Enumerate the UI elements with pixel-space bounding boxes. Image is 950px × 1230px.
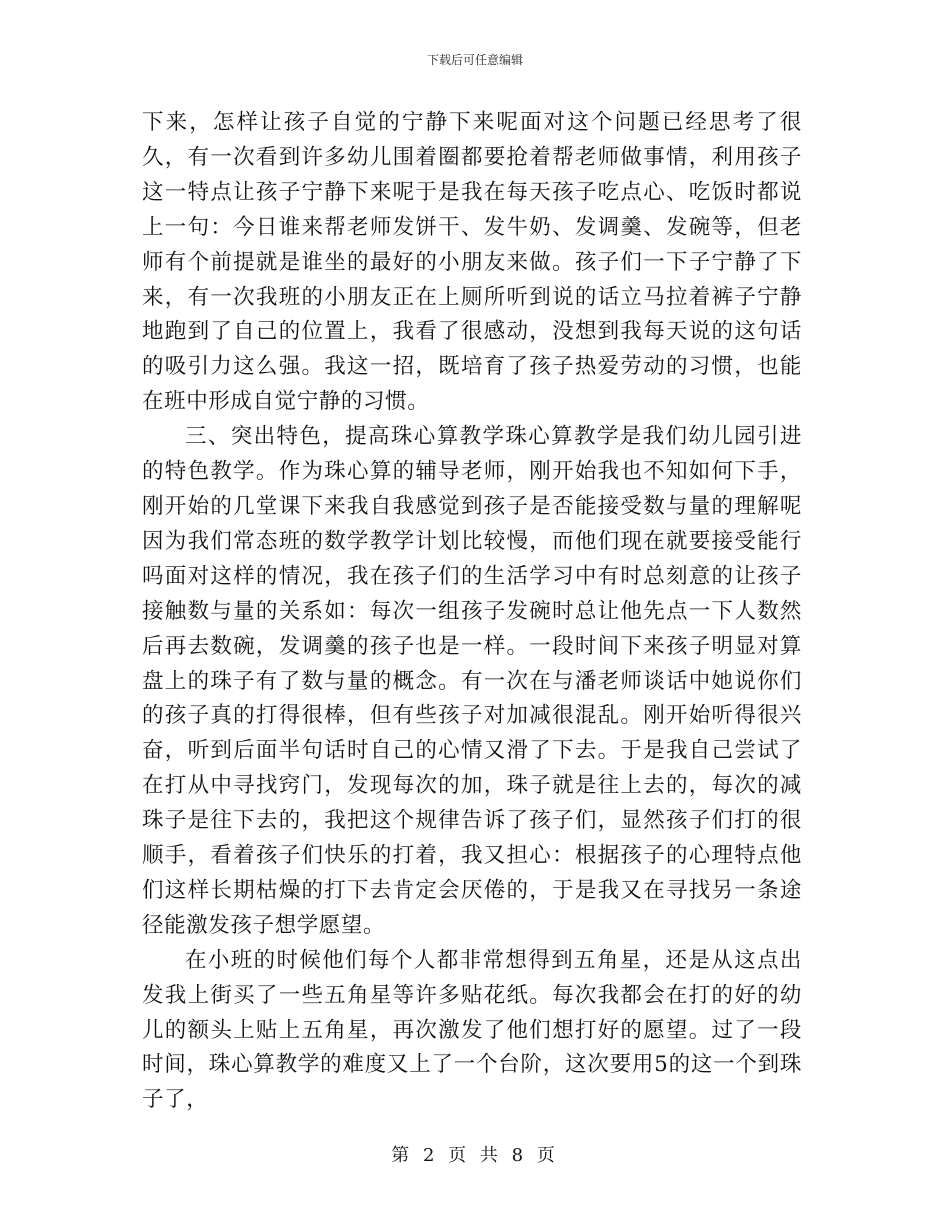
page-number-footer: 第 2 页 共 8 页 <box>391 1145 559 1166</box>
document-body <box>142 106 802 1118</box>
paragraph-3: 在小班的时候他们每个人都非常想得到五角星，还是从这点出发我上街买了一些五角星等许多贴花纸。每次我都会在打的好的幼儿的额头上贴上五角星，再次激发了他们想打好的愿望。过了一段时间，珠心算教学的难度又上了一个台阶，这次要用5的这一个到珠子了， <box>142 947 802 1113</box>
paragraph-1: 下来，怎样让孩子自觉的宁静下来呢面对这个问题已经思考了很久，有一次看到许多幼儿围着圈都要抢着帮老师做事情，利用孩子这一特点让孩子宁静下来呢于是我在每天孩子吃点心、吃饭时都说上一句：今日谁来帮老师发饼干、发牛奶、发调羹、发碗等，但老师有个前提就是谁坐的最好的小朋友来做。孩子们一下子宁静了下来，有一次我班的小朋友正在上厕所听到说的话立马拉着裤子宁静地跑到了自己的位置上，我看了很感动，没想到我每天说的这句话的吸引力这么强。我这一招，既培育了孩子热爱劳动的习惯，也能在班中形成自觉宁静的习惯。 <box>142 110 802 415</box>
page-header: 下载后可任意编辑 <box>426 53 523 67</box>
paragraph-2: 三、突出特色，提高珠心算教学珠心算教学是我们幼儿园引进的特色教学。作为珠心算的辅导老师，刚开始我也不知如何下手，刚开始的几堂课下来我自我感觉到孩子是否能接受数与量的理解呢因为我们常态班的数学教学计划比较慢，而他们现在就要接受能行吗面对这样的情况，我在孩子们的生活学习中有时总刻意的让孩子接触数与量的关系如：每次一组孩子发碗时总让他先点一下人数然后再去数碗，发调羹的孩子也是一样。一段时间下来孩子明显对算盘上的珠子有了数与量的概念。有一次在与潘老师谈话中她说你们的孩子真的打得很棒，但有些孩子对加减很混乱。刚开始听得很兴奋，听到后面半句话时自己的心情又滑了下去。于是我自己尝试了在打从中寻找窍门，发现每次的加，珠子就是往上去的，每次的减珠子是往下去的，我把这个规律告诉了孩子们，显然孩子们打的很顺手，看着孩子们快乐的打着，我又担心：根据孩子的心理特点他们这样长期枯燥的打下去肯定会厌倦的，于是我又在寻找另一条途径能激发孩子想学愿望。 <box>142 424 802 938</box>
